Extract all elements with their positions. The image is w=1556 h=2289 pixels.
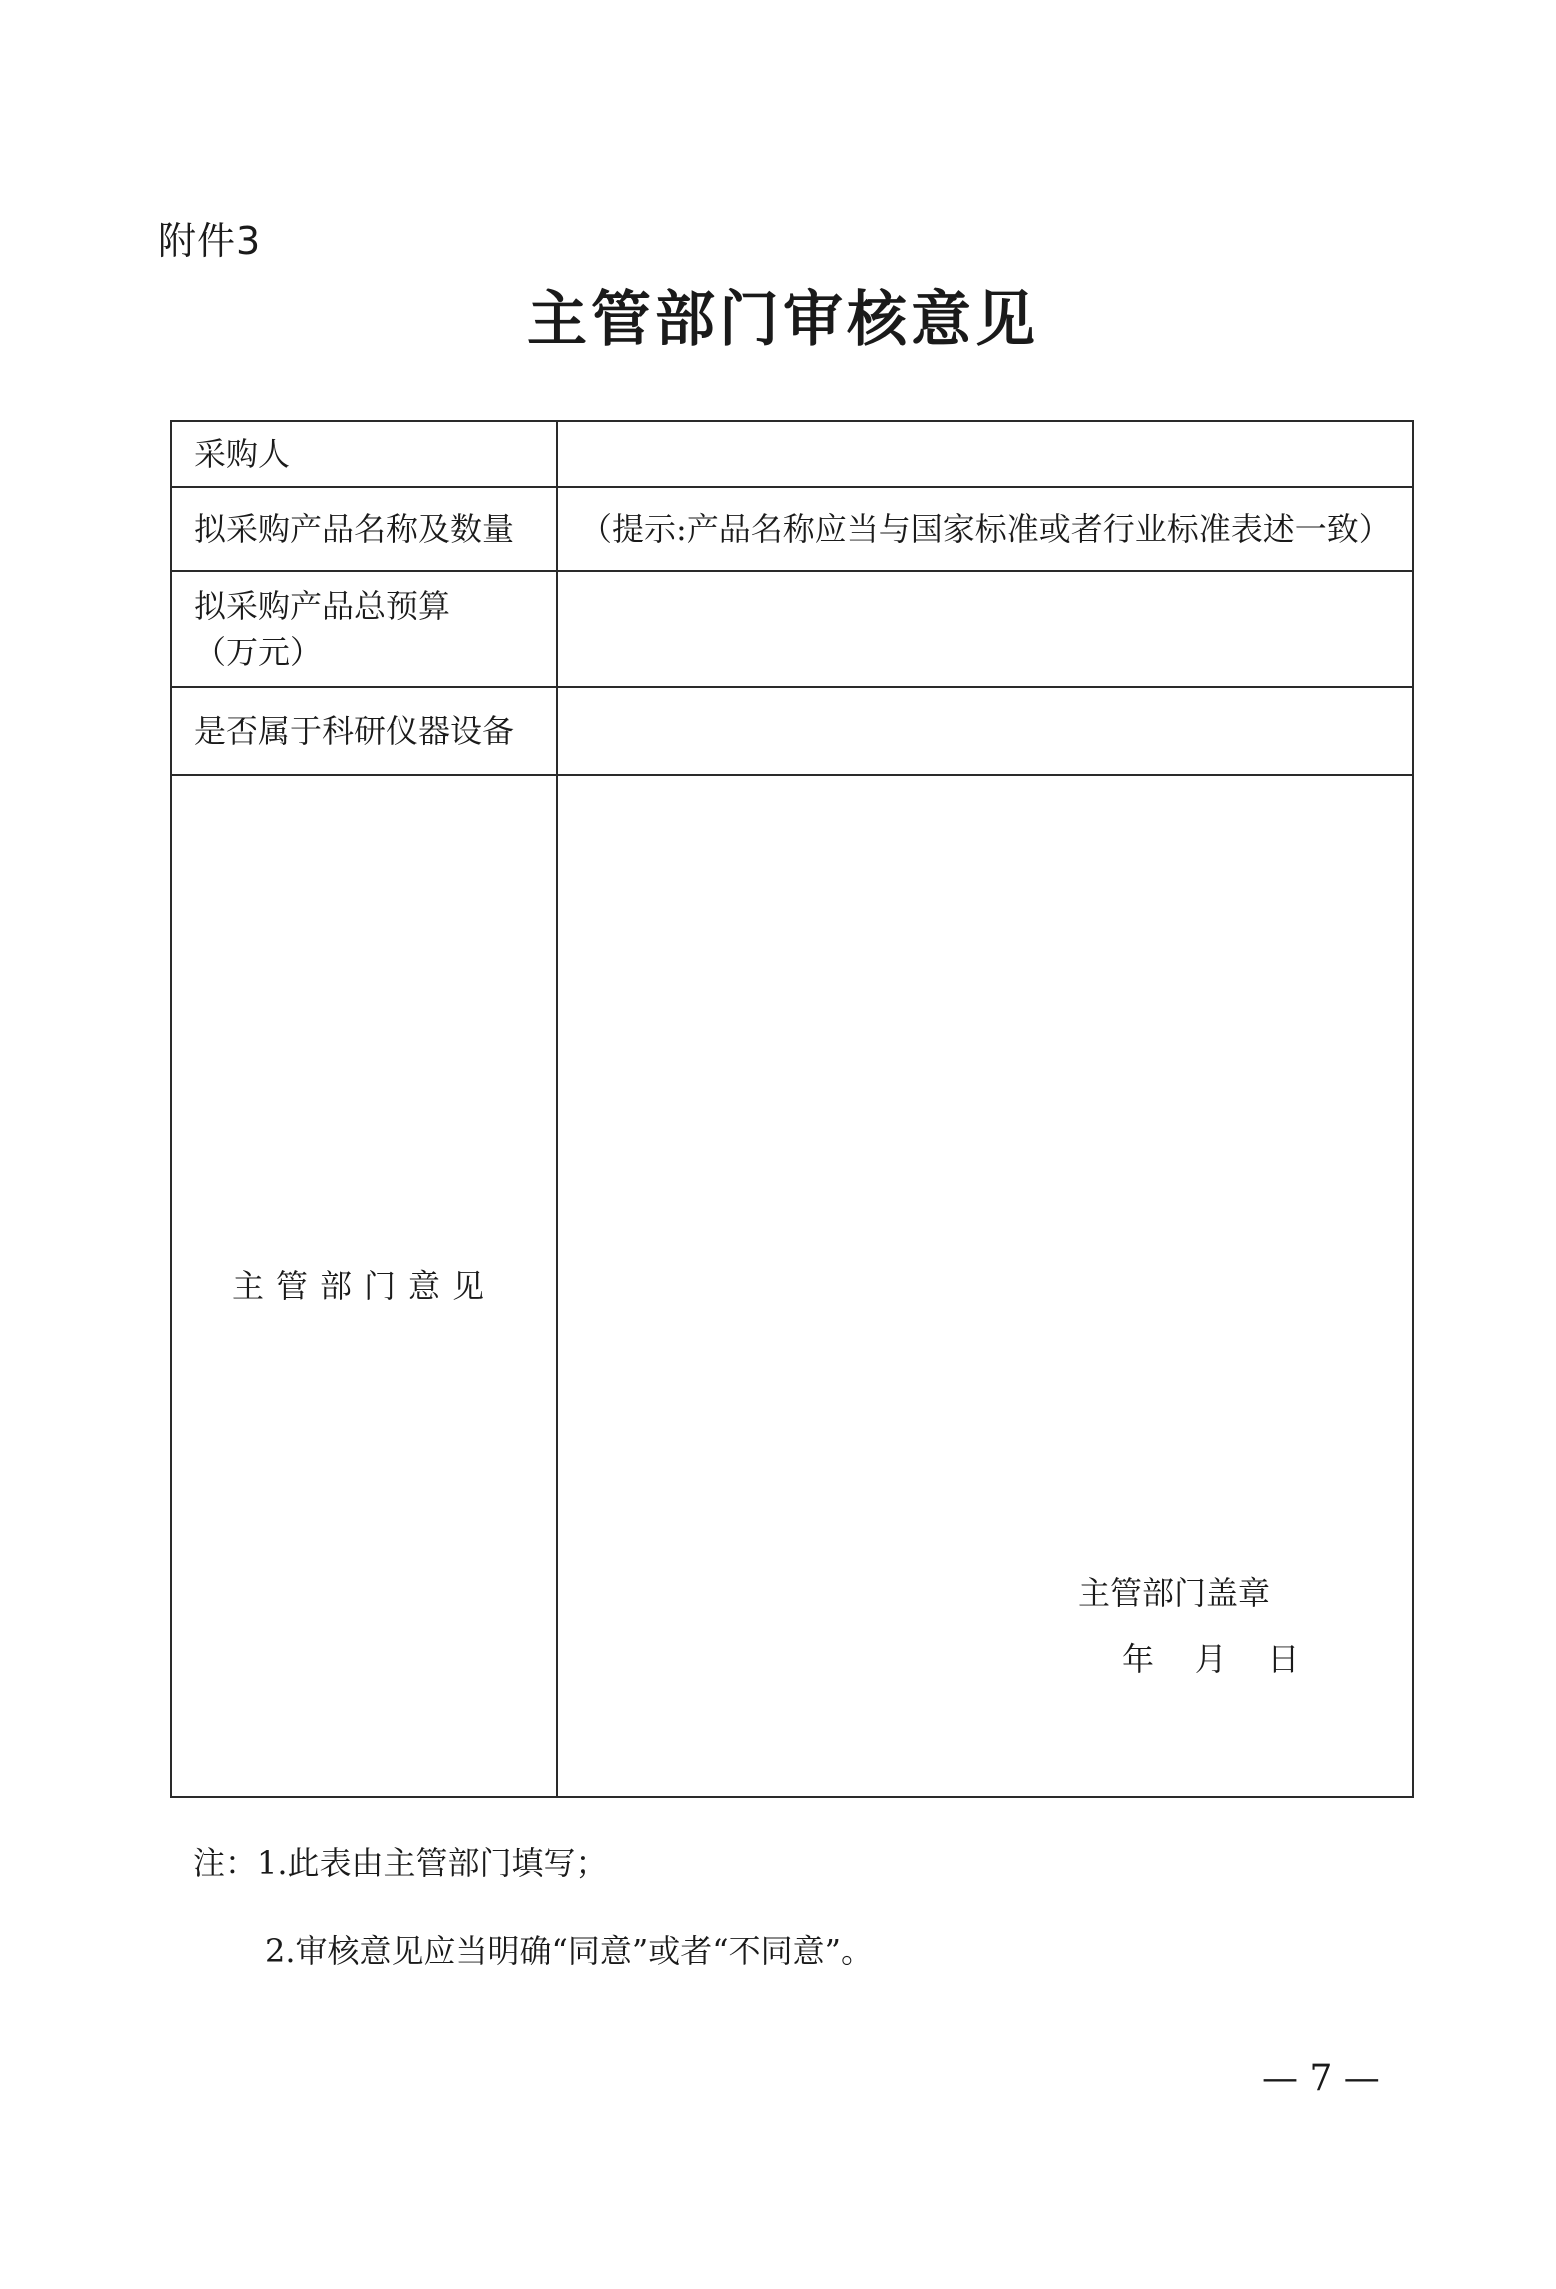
research-equipment-field[interactable] bbox=[557, 687, 1413, 775]
note-line-2: 2.审核意见应当明确“同意”或者“不同意”。 bbox=[265, 1932, 873, 1970]
research-equipment-label: 是否属于科研仪器设备 bbox=[171, 687, 557, 775]
product-name-label: 拟采购产品名称及数量 bbox=[171, 487, 557, 571]
table-row-opinion bbox=[171, 775, 1413, 1797]
table-row-purchaser bbox=[171, 421, 1413, 487]
product-name-hint[interactable]: （提示:产品名称应当与国家标准或者行业标准表述一致） bbox=[557, 487, 1413, 571]
budget-label-line1: 拟采购产品总预算 bbox=[194, 586, 451, 625]
note-line-1: 注：1.此表由主管部门填写； bbox=[193, 1844, 608, 1882]
purchaser-label: 采购人 bbox=[171, 421, 557, 487]
budget-field[interactable] bbox=[557, 571, 1413, 687]
document-title: 主管部门审核意见 bbox=[527, 285, 1039, 355]
review-form-table bbox=[170, 420, 1414, 1798]
seal-label: 主管部门盖章 bbox=[1078, 1574, 1271, 1612]
budget-label bbox=[171, 571, 557, 687]
purchaser-field[interactable] bbox=[557, 421, 1413, 487]
attachment-label: 附件3 bbox=[158, 219, 262, 263]
budget-label-line2: （万元） bbox=[194, 633, 323, 671]
table-row-product-name bbox=[171, 487, 1413, 571]
opinion-field[interactable] bbox=[557, 775, 1413, 1797]
page-number: — 7 — bbox=[1262, 2058, 1380, 2099]
table-row-budget bbox=[171, 571, 1413, 687]
notes-section bbox=[193, 1838, 873, 2014]
table-row-research-equipment bbox=[171, 687, 1413, 775]
date-label: 年 月 日 bbox=[1122, 1640, 1300, 1678]
opinion-label: 主管部门意见 bbox=[171, 775, 557, 1797]
